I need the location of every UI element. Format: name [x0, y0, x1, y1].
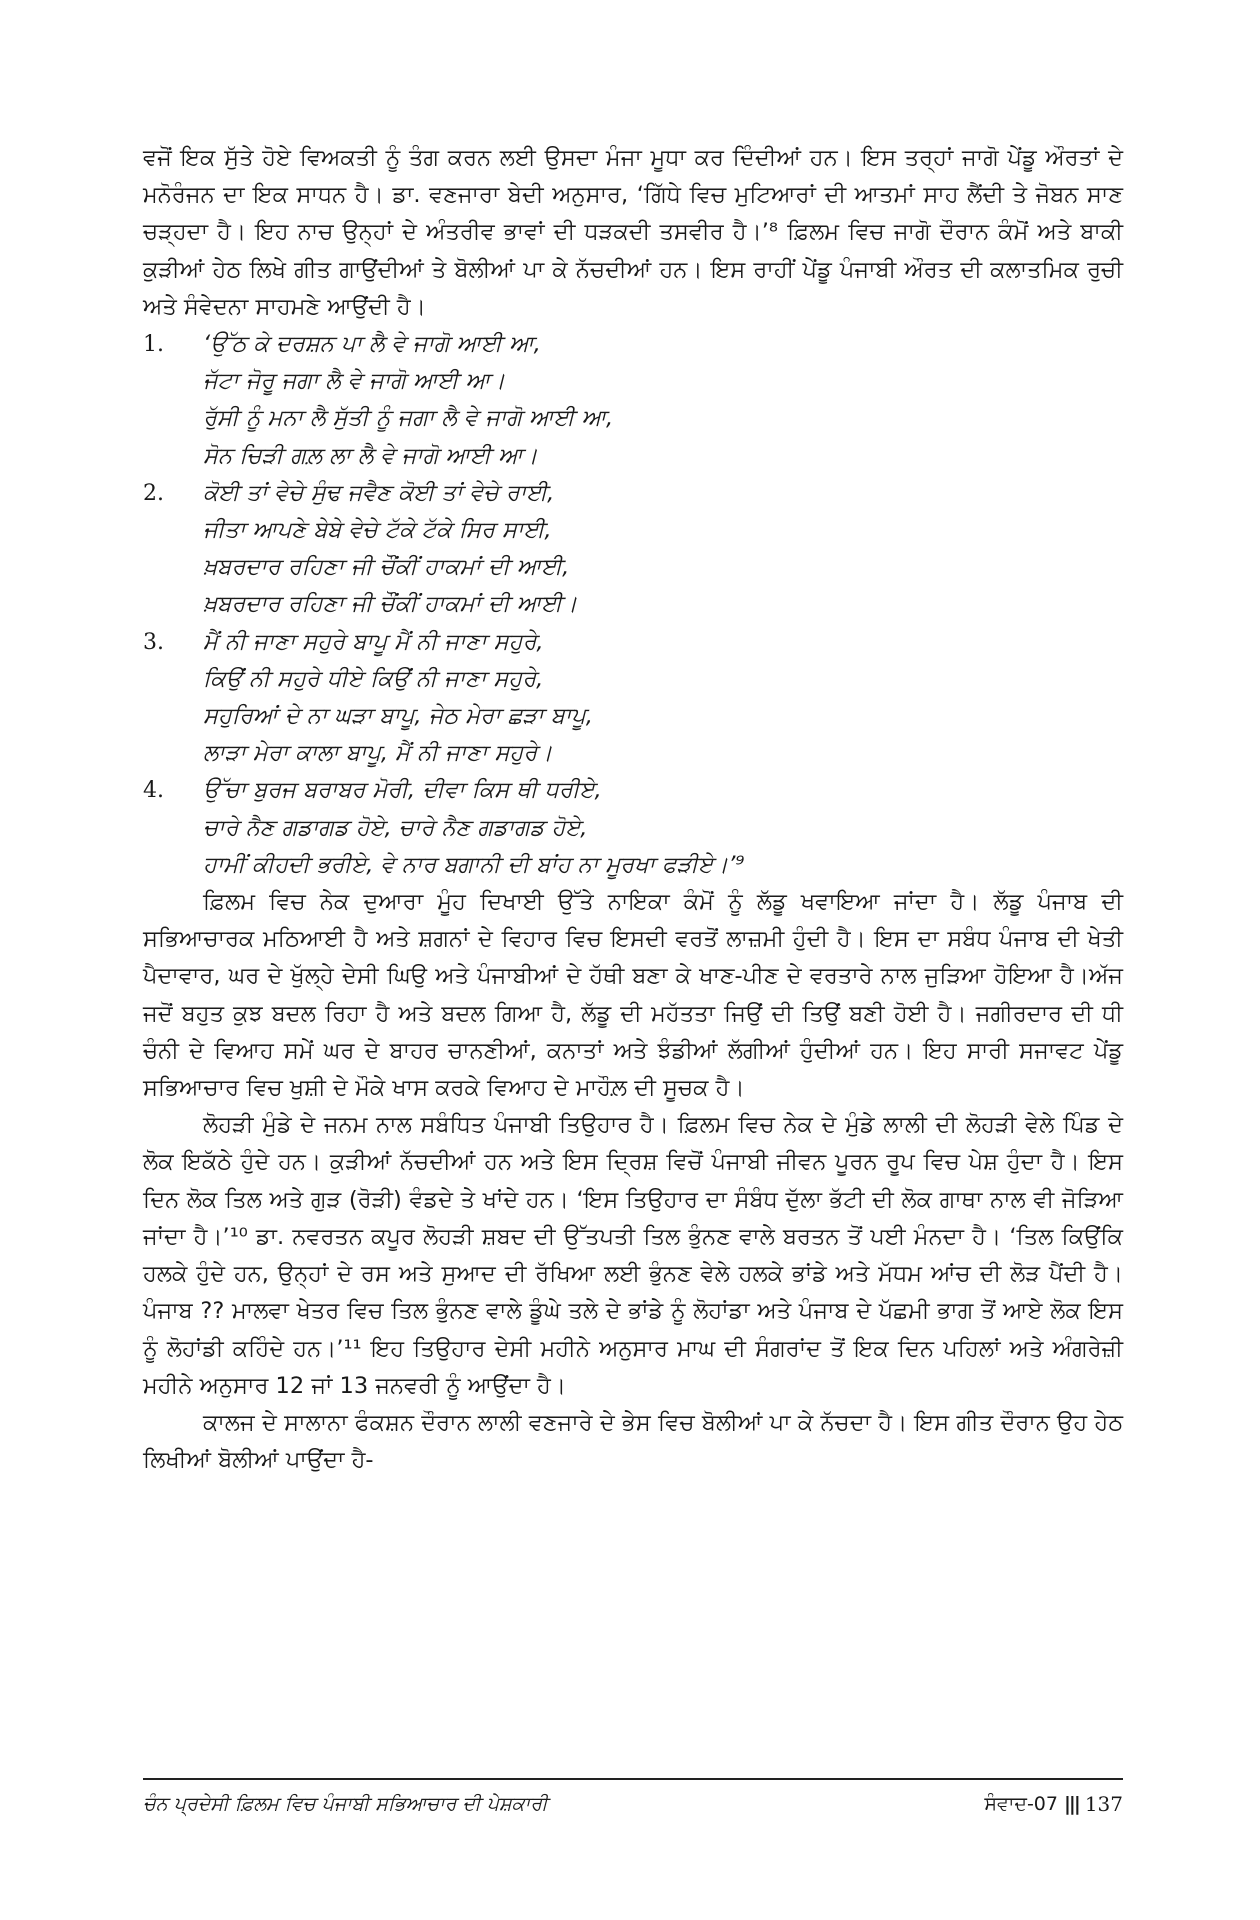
verse-line: ਜੀਤਾ ਆਪਣੇ ਬੇਬੇ ਵੇਚੇ ਟੱਕੇ ਟੱਕੇ ਸਿਰ ਸਾਈ,	[203, 517, 552, 544]
verse-line: ਕਿਉਂ ਨੀ ਸਹੁਰੇ ਧੀਏ ਕਿਉਂ ਨੀ ਜਾਣਾ ਸਹੁਰੇ,	[203, 665, 544, 692]
paragraph-laddu: ਫ਼ਿਲਮ ਵਿਚ ਨੇਕ ਦੁਆਰਾ ਮੂੰਹ ਦਿਖਾਈ ਉੱਤੇ ਨਾਇਕਾ ਕੰਮੋਂ ਨੂੰ ਲੱਡੂ ਖਵਾਇਆ ਜਾਂਦਾ ਹੈ। ਲੱਡੂ ਪੰਜਾਬ ਦੀ ਸਭਿਆਚਾਰਕ ਮਠਿਆਈ ਹੈ ਅਤੇ ਸ਼ਗਨਾਂ ਦੇ ਵਿਹਾਰ ਵਿਚ ਇਸਦੀ ਵਰਤੋਂ ਲਾਜ਼ਮੀ ਹੁੰਦੀ ਹੈ। ਇਸ ਦਾ ਸਬੰਧ ਪੰਜਾਬ ਦੀ ਖੇਤੀ ਪੈਦਾਵਾਰ, ਘਰ ਦੇ ਖੁੱਲ੍ਹੇ ਦੇਸੀ ਘਿਉ ਅਤੇ ਪੰਜਾਬੀਆਂ ਦੇ ਹੱਥੀ ਬਣਾ ਕੇ ਖਾਣ-ਪੀਣ ਦੇ ਵਰਤਾਰੇ ਨਾਲ ਜੁੜਿਆ ਹੋਇਆ ਹੈ।ਅੱਜ ਜਦੋਂ ਬਹੁਤ ਕੁਝ ਬਦਲ ਰਿਹਾ ਹੈ ਅਤੇ ਬਦਲ ਗਿਆ ਹੈ, ਲੱਡੂ ਦੀ ਮਹੱਤਤਾ ਜਿਉਂ ਦੀ ਤਿਉਂ ਬਣੀ ਹੋਈ ਹੈ। ਜਗੀਰਦਾਰ ਦੀ ਧੀ ਚੰਨੀ ਦੇ ਵਿਆਹ ਸਮੇਂ ਘਰ ਦੇ ਬਾਹਰ ਚਾਨਣੀਆਂ, ਕਨਾਤਾਂ ਅਤੇ ਝੰਡੀਆਂ ਲੱਗੀਆਂ ਹੁੰਦੀਆਂ ਹਨ। ਇਹ ਸਾਰੀ ਸਜਾਵਟ ਪੇਂਡੂ ਸਭਿਆਚਾਰ ਵਿਚ ਖੁਸ਼ੀ ਦੇ ਮੌਕੇ ਖਾਸ ਕਰਕੇ ਵਿਆਹ ਦੇ ਮਾਹੌਲ਼ ਦੀ ਸੂਚਕ ਹੈ।	[143, 889, 1123, 1102]
paragraph-college-function: ਕਾਲਜ ਦੇ ਸਾਲਾਨਾ ਫੰਕਸ਼ਨ ਦੌਰਾਨ ਲਾਲੀ ਵਣਜਾਰੇ ਦੇ ਭੇਸ ਵਿਚ ਬੋਲੀਆਂ ਪਾ ਕੇ ਨੱਚਦਾ ਹੈ। ਇਸ ਗੀਤ ਦੌਰਾਨ ਉਹ ਹੇਠ ਲਿਖੀਆਂ ਬੋਲੀਆਂ ਪਾਉਂਦਾ ਹੈ-	[143, 1409, 1123, 1474]
verse-number: 1.	[143, 332, 164, 358]
verse-line: ਸਹੁਰਿਆਂ ਦੇ ਨਾ ਘੜਾ ਬਾਪੂ, ਜੇਠ ਮੇਰਾ ਛੜਾ ਬਾਪੂ,	[203, 703, 593, 730]
verse-line: ਜੱਟਾ ਜੋਰੂ ਜਗਾ ਲੈ ਵੇ ਜਾਗੋ ਆਈ ਆ।	[203, 368, 506, 395]
page-number: 137	[1084, 1792, 1123, 1816]
page-footer	[143, 1786, 1123, 1822]
verse-number: 3.	[143, 629, 164, 655]
verse-line: ਹਾਮੀਂ ਕੀਹਦੀ ਭਰੀਏ, ਵੇ ਨਾਰ ਬਗਾਨੀ ਦੀ ਬਾਂਹ ਨਾ ਮੂਰਖਾ ਫੜੀਏ।’⁹	[203, 851, 745, 878]
verse-line: ‘ਉੱਠ ਕੇ ਦਰਸ਼ਨ ਪਾ ਲੈ ਵੇ ਜਾਗੋ ਆਈ ਆ,	[203, 331, 541, 358]
paragraph-jago-intro: ਵਜੋਂ ਇਕ ਸੁੱਤੇ ਹੋਏ ਵਿਅਕਤੀ ਨੂੰ ਤੰਗ ਕਰਨ ਲਈ ਉਸਦਾ ਮੰਜਾ ਮੂਧਾ ਕਰ ਦਿੰਦੀਆਂ ਹਨ। ਇਸ ਤਰ੍ਹਾਂ ਜਾਗੋ ਪੇਂਡੂ ਔਰਤਾਂ ਦੇ ਮਨੋਰੰਜਨ ਦਾ ਇਕ ਸਾਧਨ ਹੈ। ਡਾ. ਵਣਜਾਰਾ ਬੇਦੀ ਅਨੁਸਾਰ, ‘ਗਿੱਧੇ ਵਿਚ ਮੁਟਿਆਰਾਂ ਦੀ ਆਤਮਾਂ ਸਾਹ ਲੈਂਦੀ ਤੇ ਜੋਬਨ ਸਾਣ ਚੜ੍ਹਦਾ ਹੈ। ਇਹ ਨਾਚ ਉਨ੍ਹਾਂ ਦੇ ਅੰਤਰੀਵ ਭਾਵਾਂ ਦੀ ਧੜਕਦੀ ਤਸਵੀਰ ਹੈ।’⁸ ਫ਼ਿਲਮ ਵਿਚ ਜਾਗੋ ਦੌਰਾਨ ਕੰਮੋਂ ਅਤੇ ਬਾਕੀ ਕੁੜੀਆਂ ਹੇਠ ਲਿਖੇ ਗੀਤ ਗਾਉਂਦੀਆਂ ਤੇ ਬੋਲੀਆਂ ਪਾ ਕੇ ਨੱਚਦੀਆਂ ਹਨ। ਇਸ ਰਾਹੀਂ ਪੇਂਡੂ ਪੰਜਾਬੀ ਔਰਤ ਦੀ ਕਲਾਤਮਿਕ ਰੁਚੀ ਅਤੇ ਸੰਵੇਦਨਾ ਸਾਹਮਣੇ ਆਉਂਦੀ ਹੈ।	[143, 145, 1123, 320]
verse-line: ਖ਼ਬਰਦਾਰ ਰਹਿਣਾ ਜੀ ਚੌਂਕੀਂ ਹਾਕਮਾਂ ਦੀ ਆਈ,	[203, 554, 570, 581]
verse-3	[143, 624, 1123, 773]
verse-block	[143, 326, 1123, 884]
verse-line: ਕੋਈ ਤਾਂ ਵੇਚੇ ਸੁੰਢ ਜਵੈਣ ਕੋਈ ਤਾਂ ਵੇਚੇ ਰਾਈ,	[203, 479, 555, 506]
running-title: ਚੰਨ ਪ੍ਰਦੇਸੀ ਫ਼ਿਲਮ ਵਿਚ ਪੰਜਾਬੀ ਸਭਿਆਚਾਰ ਦੀ ਪੇਸ਼ਕਾਰੀ	[143, 1793, 548, 1815]
footer-divider	[143, 1778, 1123, 1780]
verse-line: ਚਾਰੇ ਨੈਣ ਗਡਾਗਡ ਹੋਏ, ਚਾਰੇ ਨੈਣ ਗਡਾਗਡ ਹੋਏ,	[203, 814, 588, 841]
verse-line: ਰੁੱਸੀ ਨੂੰ ਮਨਾ ਲੈ ਸੁੱਤੀ ਨੂੰ ਜਗਾ ਲੈ ਵੇ ਜਾਗੋ ਆਈ ਆ,	[203, 405, 614, 432]
verse-2	[143, 475, 1123, 624]
separator-bars: |||	[1063, 1793, 1079, 1815]
verse-line: ਲਾੜਾ ਮੇਰਾ ਕਾਲਾ ਬਾਪੂ, ਮੈਂ ਨੀ ਜਾਣਾ ਸਹੁਰੇ।	[203, 740, 553, 767]
verse-number: 2.	[143, 480, 164, 506]
footer-journal-info	[984, 1786, 1123, 1822]
verse-line: ਸੋਨ ਚਿੜੀ ਗਲ਼ ਲਾ ਲੈ ਵੇ ਜਾਗੋ ਆਈ ਆ।	[203, 442, 538, 469]
verse-4	[143, 772, 1123, 884]
page-body	[143, 140, 1123, 1479]
verse-number: 4.	[143, 778, 164, 804]
journal-name: ਸੰਵਾਦ-07	[984, 1793, 1058, 1815]
paragraph-lohri: ਲੋਹੜੀ ਮੁੰਡੇ ਦੇ ਜਨਮ ਨਾਲ ਸਬੰਧਿਤ ਪੰਜਾਬੀ ਤਿਉਹਾਰ ਹੈ। ਫ਼ਿਲਮ ਵਿਚ ਨੇਕ ਦੇ ਮੁੰਡੇ ਲਾਲੀ ਦੀ ਲੋਹੜੀ ਵੇਲੇ ਪਿੰਡ ਦੇ ਲੋਕ ਇਕੱਠੇ ਹੁੰਦੇ ਹਨ। ਕੁੜੀਆਂ ਨੱਚਦੀਆਂ ਹਨ ਅਤੇ ਇਸ ਦ੍ਰਿਸ਼ ਵਿਚੋਂ ਪੰਜਾਬੀ ਜੀਵਨ ਪੂਰਨ ਰੂਪ ਵਿਚ ਪੇਸ਼ ਹੁੰਦਾ ਹੈ। ਇਸ ਦਿਨ ਲੋਕ ਤਿਲ ਅਤੇ ਗੁੜ (ਰੋੜੀ) ਵੰਡਦੇ ਤੇ ਖਾਂਦੇ ਹਨ। ‘ਇਸ ਤਿਉਹਾਰ ਦਾ ਸੰਬੰਧ ਦੁੱਲਾ ਭੱਟੀ ਦੀ ਲੋਕ ਗਾਥਾ ਨਾਲ ਵੀ ਜੋੜਿਆ ਜਾਂਦਾ ਹੈ।’¹⁰ ਡਾ. ਨਵਰਤਨ ਕਪੂਰ ਲੋਹੜੀ ਸ਼ਬਦ ਦੀ ਉੱਤਪਤੀ ਤਿਲ ਭੁੰਨਣ ਵਾਲੇ ਬਰਤਨ ਤੋਂ ਪਈ ਮੰਨਦਾ ਹੈ। ‘ਤਿਲ ਕਿਉਂਕਿ ਹਲਕੇ ਹੁੰਦੇ ਹਨ, ਉਨ੍ਹਾਂ ਦੇ ਰਸ ਅਤੇ ਸੁਆਦ ਦੀ ਰੱਖਿਆ ਲਈ ਭੁੰਨਣ ਵੇਲੇ ਹਲਕੇ ਭਾਂਡੇ ਅਤੇ ਮੱਧਮ ਆਂਚ ਦੀ ਲੋੜ ਪੈਂਦੀ ਹੈ। ਪੰਜਾਬ ?? ਮਾਲਵਾ ਖੇਤਰ ਵਿਚ ਤਿਲ ਭੁੰਨਣ ਵਾਲੇ ਡੂੰਘੇ ਤਲੇ ਦੇ ਭਾਂਡੇ ਨੂੰ ਲੋਹਾਂਡਾ ਅਤੇ ਪੰਜਾਬ ਦੇ ਪੱਛਮੀ ਭਾਗ ਤੋਂ ਆਏ ਲੋਕ ਇਸ ਨੂੰ ਲੋਹਾਂਡੀ ਕਹਿੰਦੇ ਹਨ।’¹¹ ਇਹ ਤਿਉਹਾਰ ਦੇਸੀ ਮਹੀਨੇ ਅਨੁਸਾਰ ਮਾਘ ਦੀ ਸੰਗਰਾਂਦ ਤੋਂ ਇਕ ਦਿਨ ਪਹਿਲਾਂ ਅਤੇ ਅੰਗਰੇਜ਼ੀ ਮਹੀਨੇ ਅਨੁਸਾਰ 12 ਜਾਂ 13 ਜਨਵਰੀ ਨੂੰ ਆਉਂਦਾ ਹੈ।	[143, 1112, 1123, 1399]
verse-line: ਉੱਚਾ ਬੁਰਜ ਬਰਾਬਰ ਮੋਰੀ, ਦੀਵਾ ਕਿਸ ਥੀ ਧਰੀਏ,	[203, 777, 602, 804]
verse-1	[143, 326, 1123, 475]
verse-line: ਖ਼ਬਰਦਾਰ ਰਹਿਣਾ ਜੀ ਚੌਂਕੀਂ ਹਾਕਮਾਂ ਦੀ ਆਈ।	[203, 591, 578, 618]
verse-line: ਮੈਂ ਨੀ ਜਾਣਾ ਸਹੁਰੇ ਬਾਪੂ ਮੈਂ ਨੀ ਜਾਣਾ ਸਹੁਰੇ,	[203, 628, 544, 655]
